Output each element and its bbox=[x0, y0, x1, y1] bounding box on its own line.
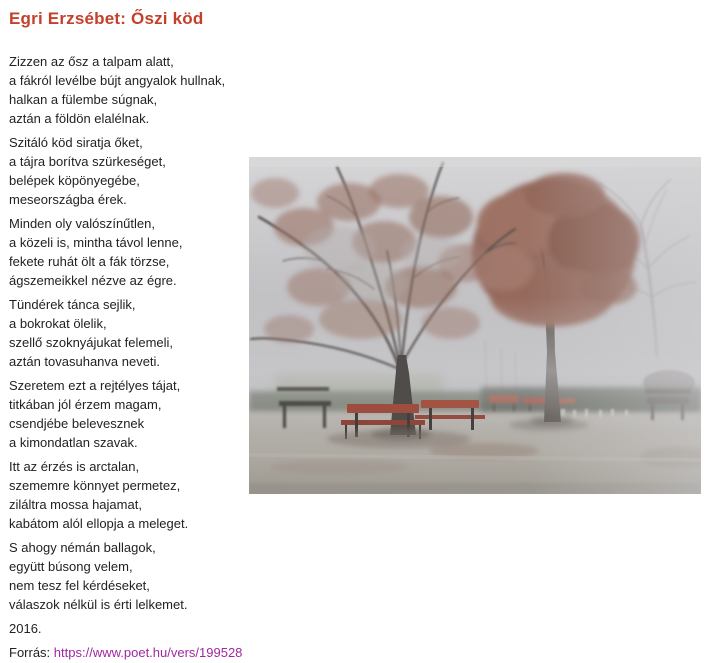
poem-line: belépek köpönyegébe, bbox=[9, 173, 140, 188]
poem-line: a fákról levélbe bújt angyalok hullnak, bbox=[9, 73, 226, 88]
poem-line: ziláltra mossa hajamat, bbox=[9, 497, 142, 512]
poem-line: ágszemeikkel nézve az égre. bbox=[9, 273, 177, 288]
poem-line: szellő szoknyájukat felemeli, bbox=[9, 335, 174, 350]
poem-line: kabátom alól ellopja a meleget. bbox=[9, 516, 189, 531]
page-title: Egri Erzsébet: Őszi köd bbox=[9, 9, 204, 28]
source-line bbox=[9, 643, 705, 662]
poem-stanza bbox=[9, 214, 254, 290]
poem-line: Minden oly valószínűtlen, bbox=[9, 216, 155, 231]
poem-stanza bbox=[9, 457, 254, 533]
poem-stanza bbox=[9, 295, 254, 371]
poem-stanza bbox=[9, 538, 254, 614]
poem-line: titkában jól érzem magam, bbox=[9, 397, 162, 412]
poem-stanza bbox=[9, 133, 254, 209]
poem-line: szememre könnyet permetez, bbox=[9, 478, 181, 493]
poem-line: csendjébe belevesznek bbox=[9, 416, 145, 431]
poem-line: Szeretem ezt a rejtélyes tájat, bbox=[9, 378, 181, 393]
poem-line: a tájra borítva szürkeséget, bbox=[9, 154, 166, 169]
poem-stanza bbox=[9, 376, 254, 452]
poem-line: Tündérek tánca sejlik, bbox=[9, 297, 136, 312]
source-label: Forrás: bbox=[9, 645, 51, 660]
poem-line: Itt az érzés is arctalan, bbox=[9, 459, 140, 474]
poem-line: halkan a fülembe súgnak, bbox=[9, 92, 158, 107]
poem-line: aztán tovasuhanva neveti. bbox=[9, 354, 161, 369]
poem-stanza bbox=[9, 52, 254, 128]
poem-line: Zizzen az ősz a talpam alatt, bbox=[9, 54, 174, 69]
poem-body bbox=[9, 52, 254, 614]
poem-line: meseországba érek. bbox=[9, 192, 127, 207]
poem-line: Szitáló köd siratja őket, bbox=[9, 135, 143, 150]
poem-line: fekete ruhát ölt a fák törzse, bbox=[9, 254, 170, 269]
poem-line: aztán a földön elalélnak. bbox=[9, 111, 150, 126]
foggy-autumn-park-photo bbox=[249, 157, 701, 494]
foggy-park-scene bbox=[249, 157, 701, 494]
source-link[interactable]: https://www.poet.hu/vers/199528 bbox=[53, 645, 243, 660]
poem-line: a közeli is, mintha távol lenne, bbox=[9, 235, 183, 250]
poem-line: a bokrokat ölelik, bbox=[9, 316, 107, 331]
poem-line: nem tesz fel kérdéseket, bbox=[9, 578, 150, 593]
poem-line: a kimondatlan szavak. bbox=[9, 435, 138, 450]
poem-line: S ahogy némán ballagok, bbox=[9, 540, 156, 555]
poem-year: 2016. bbox=[9, 621, 42, 636]
poem-line: válaszok nélkül is érti lelkemet. bbox=[9, 597, 188, 612]
poem-line: együtt búsong velem, bbox=[9, 559, 133, 574]
